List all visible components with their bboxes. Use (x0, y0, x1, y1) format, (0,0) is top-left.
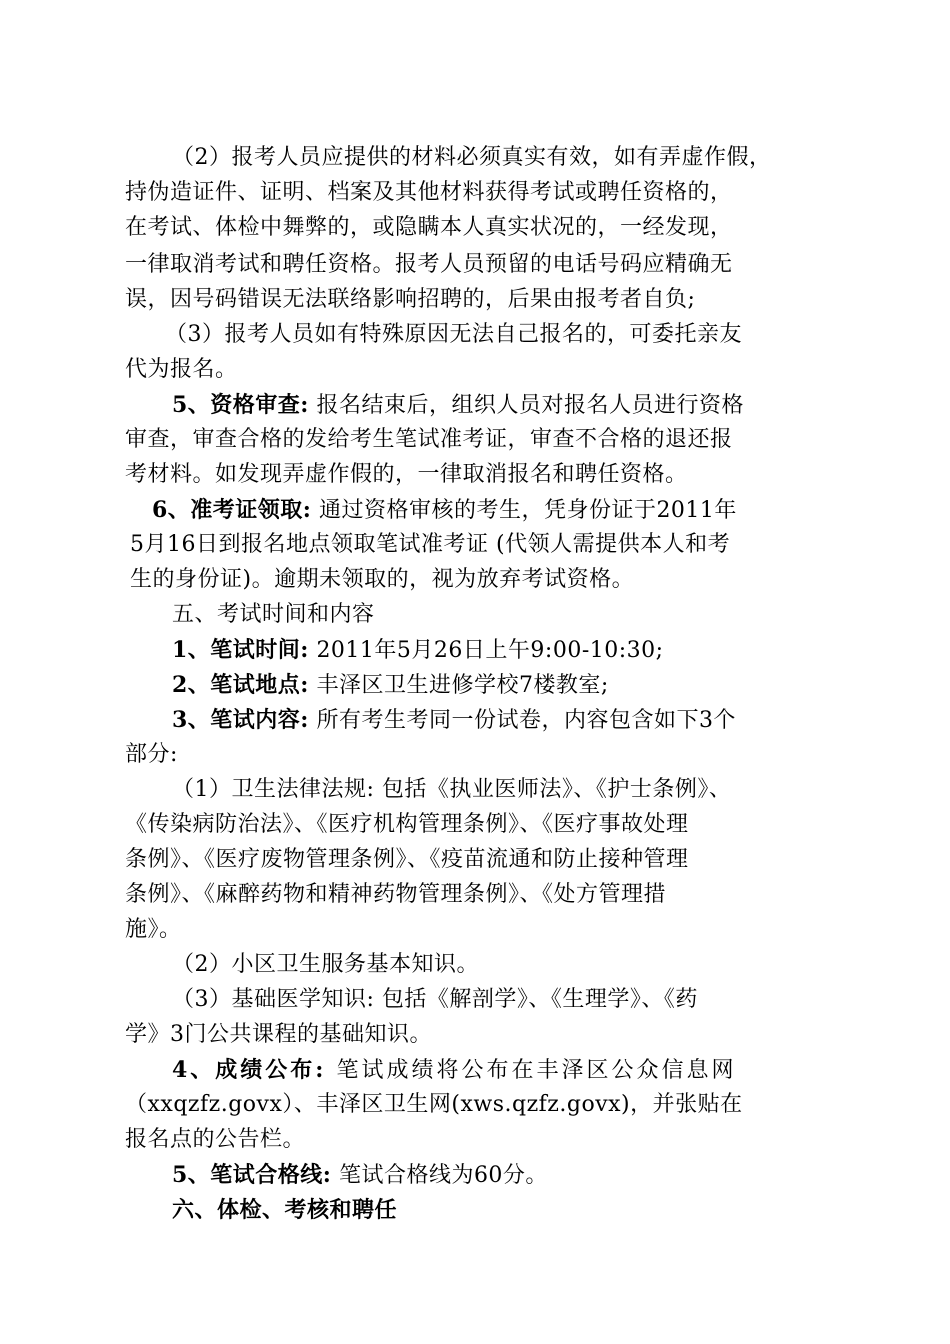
results-heading: 4、成绩公布: (172, 1057, 327, 1083)
paragraph-text: 所有考生考同一份试卷，内容包含如下3个 (316, 708, 736, 733)
paragraph-line: 5月16日到报名地点领取笔试准考证 (代领人需提供本人和考 (130, 532, 731, 557)
paragraph-line: 报名点的公告栏。 (125, 1127, 306, 1152)
paragraph-text: 2011年5月26日上午9:00-10:30; (316, 638, 664, 663)
paragraph-line: 持伪造证件、证明、档案及其他材料获得考试或聘任资格的， (125, 180, 733, 205)
pass-line-line (172, 1160, 548, 1191)
section-heading: 五、考试时间和内容 (172, 602, 375, 627)
exam-time-heading: 1、笔试时间: (172, 637, 309, 663)
exam-content-line (172, 705, 736, 736)
qualification-review-line (172, 390, 744, 421)
paragraph-line: 一律取消考试和聘任资格。报考人员预留的电话号码应精确无 (125, 252, 733, 277)
paragraph-line: 生的身份证)。逾期未领取的，视为放弃考试资格。 (130, 567, 635, 592)
pass-line-heading: 5、笔试合格线: (172, 1162, 332, 1188)
paragraph-text: 笔试合格线为60分。 (338, 1163, 548, 1188)
admission-ticket-line (152, 495, 737, 526)
paragraph-text: 笔试成绩将公布在丰泽区公众信息网 (336, 1058, 737, 1083)
results-line (172, 1055, 736, 1086)
admission-heading: 6、准考证领取: (152, 497, 312, 523)
paragraph-line: 施》。 (125, 917, 182, 942)
paragraph-text: 通过资格审核的考生，凭身份证于2011年 (318, 498, 737, 523)
paragraph-line: 条例》、《麻醉药物和精神药物管理条例》、《处方管理措 (125, 882, 667, 907)
exam-content-heading: 3、笔试内容: (172, 707, 309, 733)
paragraph-line: 考材料。如发现弄虚作假的，一律取消报名和聘任资格。 (125, 462, 688, 487)
paragraph-text: 报名结束后，组织人员对报名人员进行资格 (316, 393, 744, 418)
paragraph-line: 《传染病防治法》、《医疗机构管理条例》、《医疗事故处理 (125, 812, 689, 837)
paragraph-line: （3）报考人员如有特殊原因无法自己报名的，可委托亲友 (165, 322, 742, 347)
paragraph-line: （xxqzfz.govx）、丰泽区卫生网(xws.qzfz.govx)，并张贴在 (125, 1092, 743, 1117)
paragraph-line: （2）小区卫生服务基本知识。 (172, 952, 479, 977)
paragraph-line: 代为报名。 (125, 357, 238, 382)
paragraph-line: （3）基础医学知识: 包括《解剖学》、《生理学》、《药 (172, 987, 698, 1012)
paragraph-line: 学》3门公共课程的基础知识。 (125, 1022, 432, 1047)
exam-time-line (172, 635, 664, 666)
paragraph-line: 审查，审查合格的发给考生笔试准考证，审查不合格的退还报 (125, 427, 733, 452)
paragraph-line: 条例》、《医疗废物管理条例》、《疫苗流通和防止接种管理 (125, 847, 689, 872)
qualification-heading: 5、资格审查: (172, 392, 309, 418)
paragraph-line: 在考试、体检中舞弊的，或隐瞒本人真实状况的，一经发现， (125, 215, 733, 240)
section-heading: 六、体检、考核和聘任 (172, 1197, 398, 1223)
exam-place-line (172, 670, 609, 701)
paragraph-line: 部分: (125, 742, 178, 767)
paragraph-line: （1）卫生法律法规: 包括《执业医师法》、《护士条例》、 (172, 777, 732, 802)
exam-place-heading: 2、笔试地点: (172, 672, 309, 698)
paragraph-text: 丰泽区卫生进修学校7楼教室; (316, 673, 609, 698)
paragraph-line: 误，因号码错误无法联络影响招聘的，后果由报考者自负; (125, 287, 696, 312)
paragraph-line: （2）报考人员应提供的材料必须真实有效，如有弄虚作假， (172, 145, 772, 170)
